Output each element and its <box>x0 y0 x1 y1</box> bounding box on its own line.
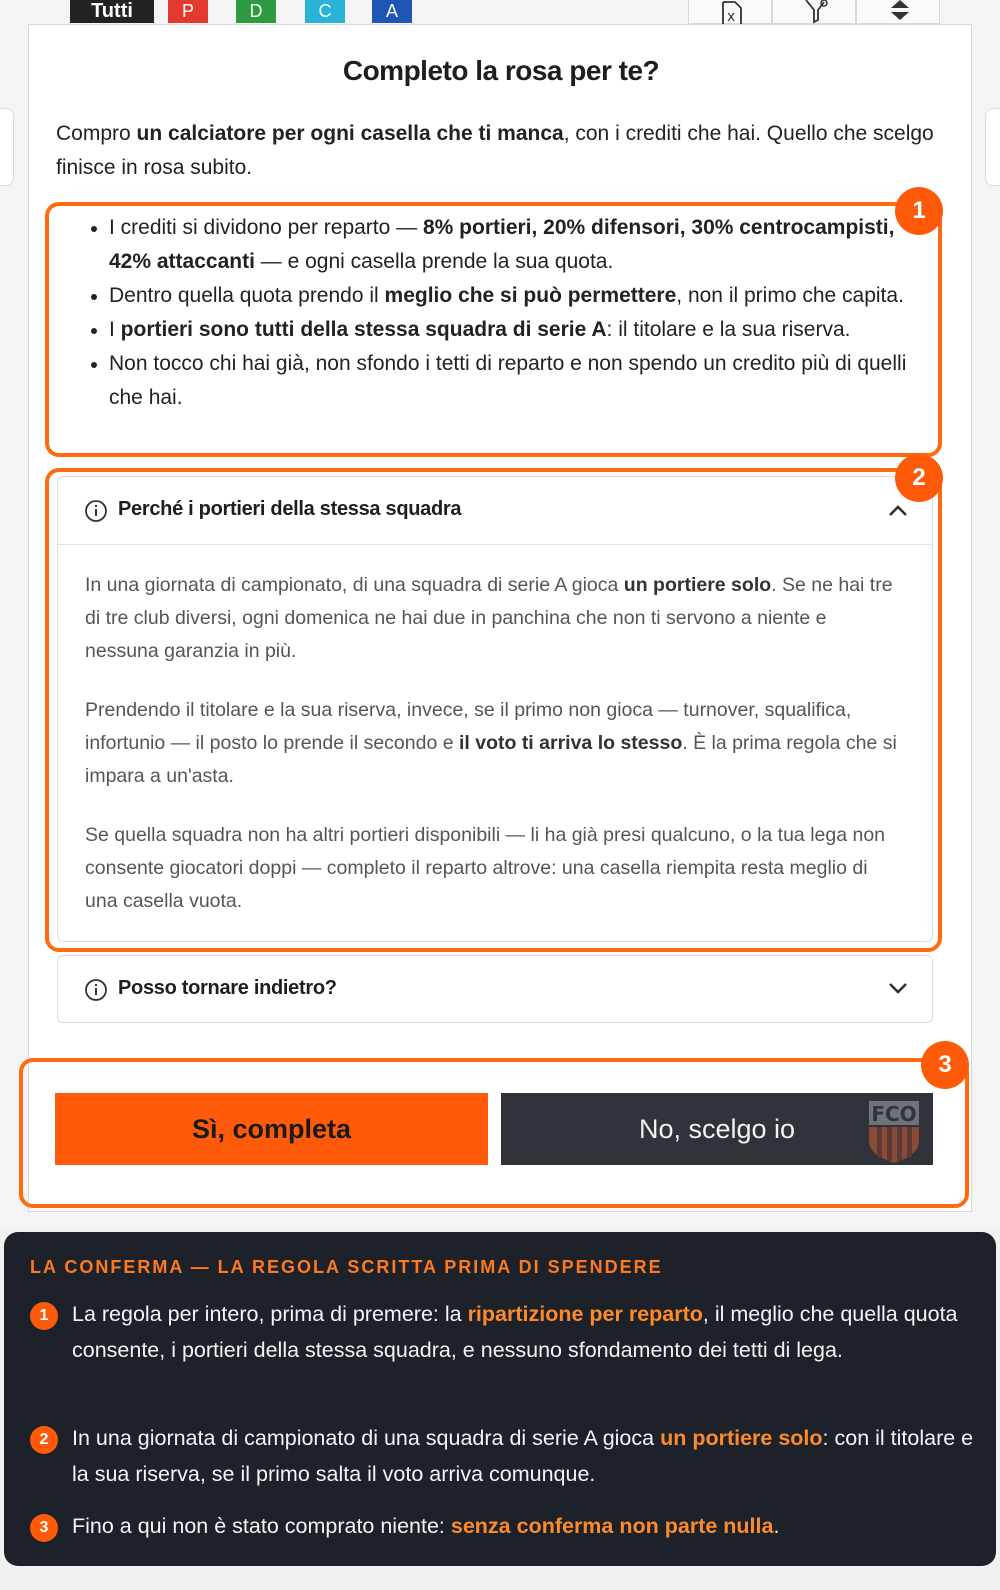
annotation-text: La regola per intero, prima di premere: la ripartizione per reparto, il meglio che quella quota consente, i portieri della stessa squadra, e nessuno sfondamento dei tetti di lega. <box>72 1302 958 1362</box>
background-card-right <box>985 108 1000 186</box>
export-excel-button[interactable] <box>688 0 772 24</box>
highlight-badge-1: 1 <box>895 187 943 235</box>
filter-icon <box>803 0 829 24</box>
sort-button[interactable] <box>856 0 940 24</box>
highlight-box-buttons <box>19 1058 969 1208</box>
rule-item: • I portieri sono tutti della stessa squadra di serie A: il titolare e la sua riserva. <box>109 313 939 347</box>
rule-item: • Non tocco chi hai già, non sfondo i tetti di reparto e non spendo un credito più di quelli che hai. <box>109 347 939 415</box>
info-icon <box>84 978 108 1002</box>
dialog-title: Completo la rosa per te? <box>342 55 660 86</box>
filter-attaccanti-button[interactable]: A <box>372 0 412 23</box>
filter-centrocampisti-button[interactable]: C <box>305 0 345 23</box>
excel-icon <box>719 0 745 24</box>
accordion-paragraph: In una giornata di campionato, di una squadra di serie A gioca un portiere solo. Se ne hai tre di tre club diversi, ogni domenica ne hai due in panchina che non ti servono a niente e nessuna garanzia in più. <box>85 574 893 662</box>
annotation-text: Fino a qui non è stato comprato niente: senza conferma non parte nulla. <box>72 1514 780 1538</box>
accordion-title: Posso tornare indietro? <box>118 977 337 999</box>
svg-text:x: x <box>727 9 736 24</box>
filter-portieri-button[interactable]: P <box>168 0 208 23</box>
annotation-panel-title: LA CONFERMA — LA REGOLA SCRITTA PRIMA DI SPENDERE <box>30 1257 663 1277</box>
annotation-note <box>30 1296 980 1368</box>
intro-bold: un calciatore per ogni casella che ti manca <box>136 122 564 145</box>
annotation-panel <box>4 1232 996 1566</box>
filter-button[interactable] <box>772 0 856 24</box>
accordion-undo-header[interactable] <box>58 956 932 1024</box>
accordion-paragraph: Se quella squadra non ha altri portieri disponibili — li ha già presi qualcuno, o la tua lega non consente giocatori doppi — completo il reparto altrove: una casella riempita resta meglio di una casella vuota. <box>85 824 886 912</box>
intro-text-end: , con i crediti che hai. Quello che scelgo finisce in rosa subito. <box>56 122 934 179</box>
rule-item: • Dentro quella quota prendo il meglio che si può permettere, non il primo che capita. <box>109 279 939 313</box>
highlight-box-rules <box>45 202 942 457</box>
sort-icon <box>887 0 913 24</box>
intro-text: Compro <box>56 122 137 145</box>
highlight-badge-2: 2 <box>895 454 943 502</box>
chevron-down-icon[interactable] <box>888 982 908 996</box>
accordion-title: Perché i portieri della stessa squadra <box>118 498 462 520</box>
rule-item: • I crediti si dividono per reparto — 8% portieri, 20% difensori, 30% centrocampisti, 42% attaccanti — e ogni casella prende la sua quota. <box>109 211 939 279</box>
annotation-number: 1 <box>30 1302 58 1330</box>
background-card-left <box>0 108 14 186</box>
annotation-note <box>30 1508 980 1544</box>
filter-difensori-button[interactable]: D <box>236 0 276 23</box>
highlight-badge-3: 3 <box>921 1041 969 1089</box>
svg-text:FCO: FCO <box>871 1102 917 1126</box>
annotation-number: 2 <box>30 1426 58 1454</box>
dialog-intro <box>56 117 936 185</box>
annotation-note <box>30 1420 980 1492</box>
highlight-box-goalkeepers <box>45 468 942 952</box>
accordion-paragraph: Prendendo il titolare e la sua riserva, invece, se il primo non gioca — turnover, squalifica, infortunio — il posto lo prende il secondo e il voto ti arriva lo stesso. È la prima regola che si impara a un'asta. <box>85 699 897 787</box>
annotation-text: In una giornata di campionato di una squadra di serie A gioca un portiere solo: con il titolare e la sua riserva, se il primo salta il voto arriva comunque. <box>72 1426 974 1486</box>
filter-bar <box>28 0 972 24</box>
filter-all-button[interactable]: Tutti <box>70 0 154 23</box>
annotation-number: 3 <box>30 1514 58 1542</box>
confirm-complete-button[interactable]: Sì, completa <box>55 1093 488 1165</box>
accordion-undo[interactable] <box>57 955 933 1023</box>
choose-myself-label: No, scelgo io <box>638 1114 796 1144</box>
